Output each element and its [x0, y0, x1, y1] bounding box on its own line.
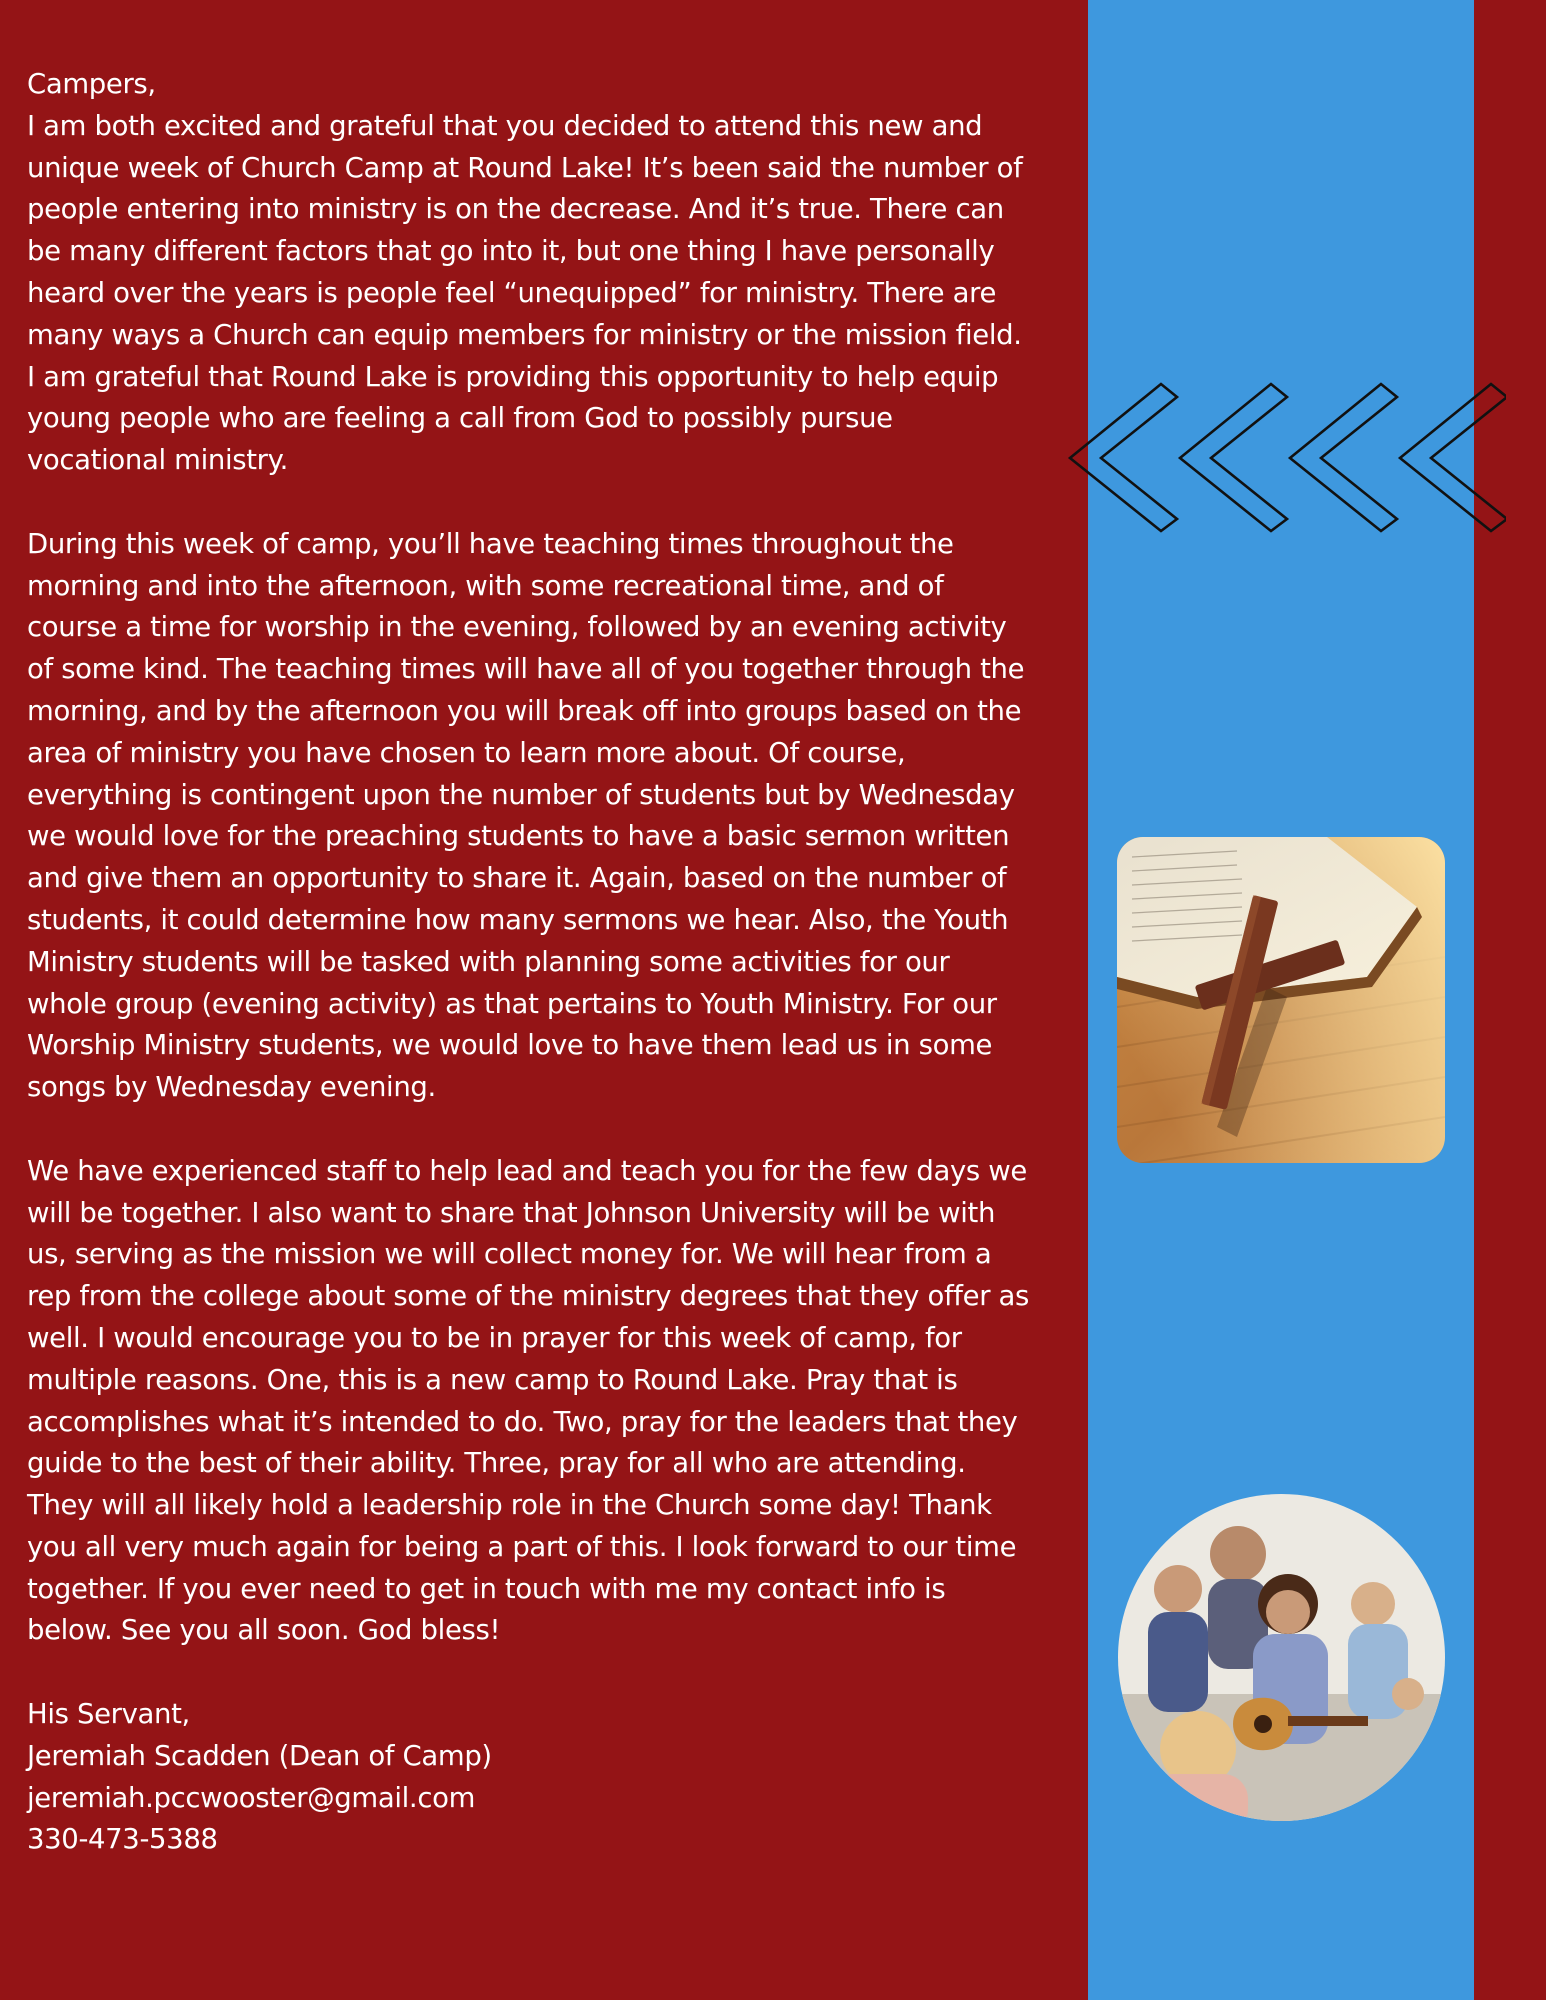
- paragraph-spacer: [27, 1109, 1037, 1151]
- contact-phone: 330-473-5388: [27, 1823, 218, 1856]
- letter-closing: His Servant,: [27, 1698, 190, 1731]
- letter-body: [27, 64, 1037, 1861]
- chevron-left-icon: [1290, 384, 1397, 531]
- letter-paragraph-2: During this week of camp, you’ll have teaching times throughout the morning and into the afternoon, with some recreational time, and of course a time for worship in the evening, followed by an evening activity of some kind. The teaching times will have all of you together through the morning, and by the afternoon you will break off into groups based on the area of ministry you have chosen to learn more about. Of course, everything is contingent upon the number of students but by Wednesday we would love for the preaching students to have a basic sermon written and give them an opportunity to share it. Again, based on the number of students, it could determine how many sermons we hear. Also, the Youth Ministry students will be tasked with planning some activities for our whole group (evening activity) as that pertains to Youth Ministry. For our Worship Ministry students, we would love to have them lead us in some songs by Wednesday evening.: [27, 527, 1025, 1104]
- paragraph-spacer: [27, 1652, 1037, 1694]
- chevron-decoration: [1066, 380, 1506, 535]
- chevron-left-icon: [1070, 384, 1177, 531]
- contact-email: jeremiah.pccwooster@gmail.com: [27, 1781, 476, 1814]
- paragraph-spacer: [27, 482, 1037, 524]
- letter-greeting: Campers,: [27, 68, 156, 100]
- letter-paragraph-3: We have experienced staff to help lead and teach you for the few days we will be together. I also want to share that Johnson University will be with us, serving as the mission we will collect money for. We will hear from a rep from the college about some of the ministry degrees that they offer as well. I would encourage you to be in prayer for this week of camp, for multiple reasons. One, this is a new camp to Round Lake. Pray that is accomplishes what it’s intended to do. Two, pray for the leaders that they guide to the best of their ability. Three, pray for all who are attending. They will all likely hold a leadership role in the Church some day! Thank you all very much again for being a part of this. I look forward to our time together. If you ever need to get in touch with me my contact info is below. See you all soon. God bless!: [27, 1154, 1030, 1647]
- chevron-left-icon: [1180, 384, 1287, 531]
- bible-cross-photo: [1117, 837, 1445, 1163]
- letter-signer: Jeremiah Scadden (Dean of Camp): [27, 1739, 492, 1772]
- group-worship-photo: [1118, 1494, 1445, 1821]
- chevron-left-icon: [1400, 384, 1506, 531]
- letter-paragraph-1: I am both excited and grateful that you decided to attend this new and unique week of Church Camp at Round Lake! It’s been said the number of people entering into ministry is on the decrease. And it’s true. There can be many different factors that go into it, but one thing I have personally heard over the years is people feel “unequipped” for ministry. There are many ways a Church can equip members for ministry or the mission field. I am grateful that Round Lake is providing this opportunity to help equip young people who are feeling a call from God to possibly pursue vocational ministry.: [27, 109, 1023, 477]
